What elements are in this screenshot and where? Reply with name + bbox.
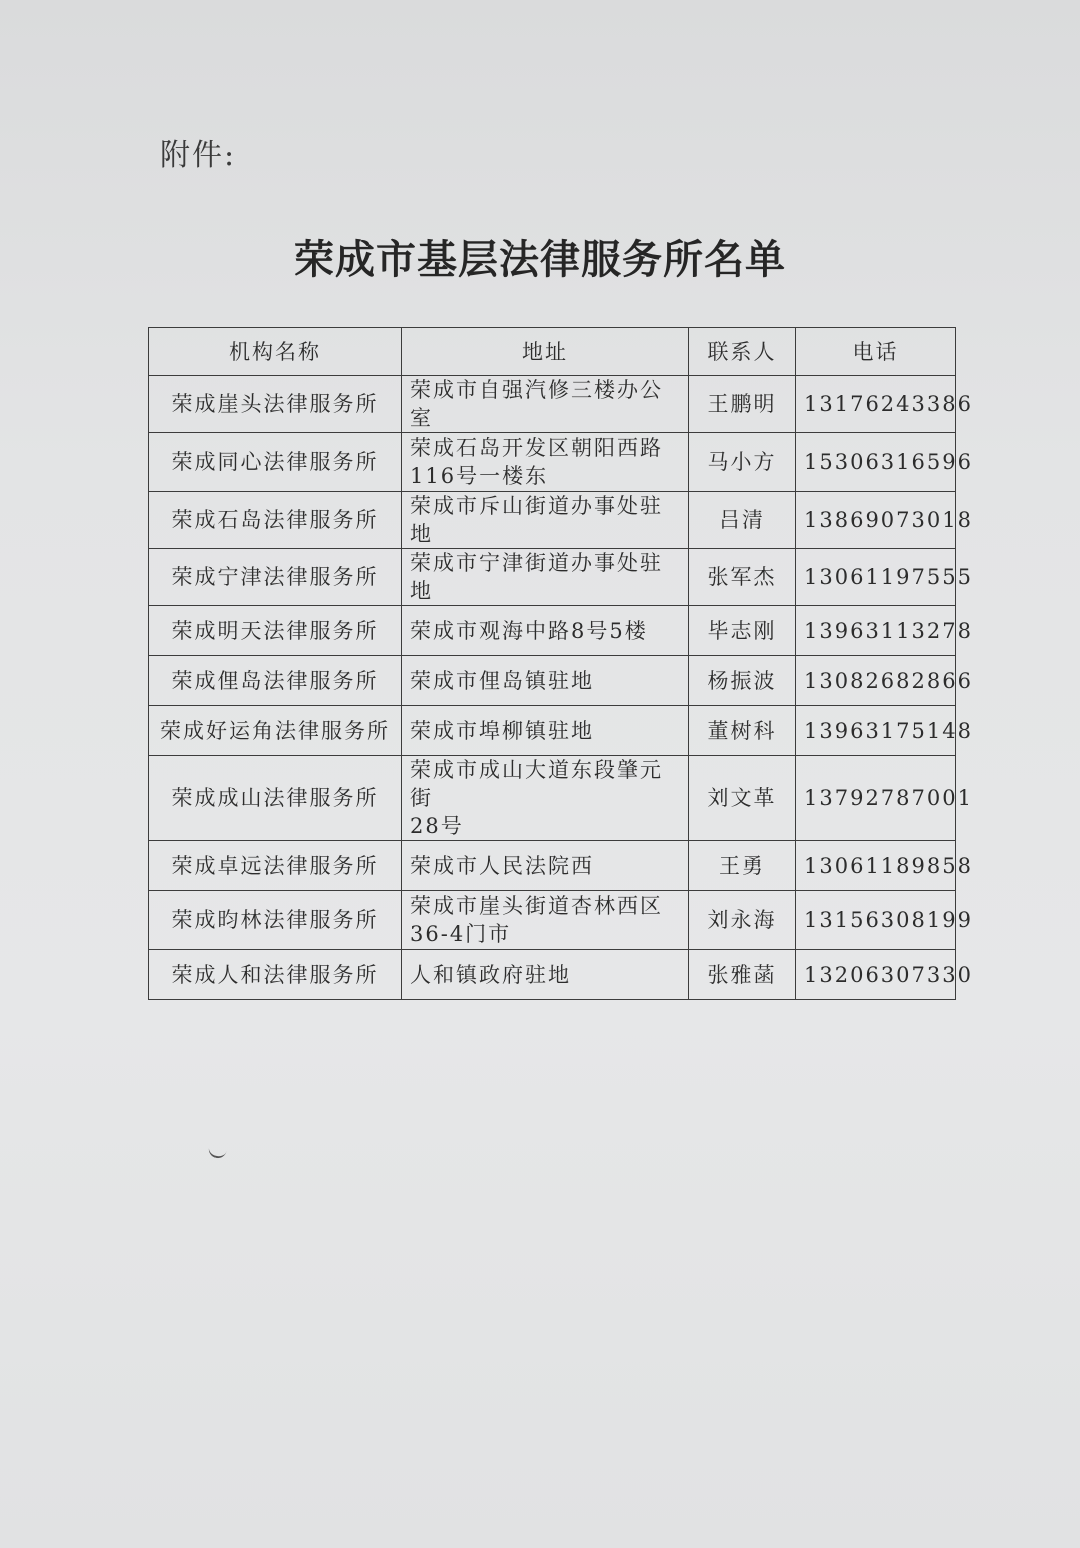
address-line: 荣成市俚岛镇驻地 — [410, 668, 594, 693]
cell-address — [402, 606, 689, 656]
cell-org-name: 荣成人和法律服务所 — [149, 950, 402, 1000]
address-line: 荣成市自强汽修三楼办公室 — [410, 378, 663, 430]
cell-phone: 15306316596 — [796, 433, 956, 492]
cell-org-name: 荣成成山法律服务所 — [149, 756, 402, 841]
cell-address — [402, 433, 689, 492]
cell-contact: 王勇 — [689, 841, 796, 891]
address-line: 荣成市宁津街道办事处驻地 — [410, 551, 663, 603]
cell-org-name: 荣成昀林法律服务所 — [149, 891, 402, 950]
header-org-name: 机构名称 — [149, 328, 402, 376]
cell-address — [402, 756, 689, 841]
address-line: 荣成市观海中路8号5楼 — [410, 618, 648, 643]
table-row — [149, 656, 956, 706]
cell-org-name: 荣成明天法律服务所 — [149, 606, 402, 656]
cell-contact: 张军杰 — [689, 549, 796, 606]
cell-address — [402, 841, 689, 891]
cell-address — [402, 656, 689, 706]
cell-contact: 张雅菡 — [689, 950, 796, 1000]
table-row — [149, 706, 956, 756]
address-line: 人和镇政府驻地 — [410, 962, 571, 987]
cell-org-name: 荣成崖头法律服务所 — [149, 376, 402, 433]
table-row — [149, 376, 956, 433]
cell-address — [402, 492, 689, 549]
table-row — [149, 606, 956, 656]
cell-contact: 杨振波 — [689, 656, 796, 706]
table-row — [149, 841, 956, 891]
header-phone: 电话 — [796, 328, 956, 376]
header-contact: 联系人 — [689, 328, 796, 376]
cell-contact: 王鹏明 — [689, 376, 796, 433]
cell-phone: 13082682866 — [796, 656, 956, 706]
cell-address — [402, 950, 689, 1000]
cell-org-name: 荣成好运角法律服务所 — [149, 706, 402, 756]
cell-phone: 13156308199 — [796, 891, 956, 950]
cell-phone: 13206307330 — [796, 950, 956, 1000]
cell-contact: 马小方 — [689, 433, 796, 492]
cell-phone: 13792787001 — [796, 756, 956, 841]
document-title: 荣成市基层法律服务所名单 — [294, 236, 786, 283]
table-row — [149, 756, 956, 841]
cell-address — [402, 376, 689, 433]
address-line: 荣成市成山大道东段肇元街 — [410, 758, 663, 810]
cell-phone: 13061197555 — [796, 549, 956, 606]
cell-contact: 刘文革 — [689, 756, 796, 841]
cell-org-name: 荣成同心法律服务所 — [149, 433, 402, 492]
cell-address — [402, 706, 689, 756]
stray-pen-mark — [207, 1146, 227, 1160]
cell-contact: 吕清 — [689, 492, 796, 549]
cell-phone: 13963113278 — [796, 606, 956, 656]
table-body — [149, 376, 973, 1000]
cell-org-name: 荣成俚岛法律服务所 — [149, 656, 402, 706]
header-address: 地址 — [402, 328, 689, 376]
cell-phone: 13061189858 — [796, 841, 956, 891]
cell-contact: 毕志刚 — [689, 606, 796, 656]
address-line: 荣成市崖头街道杏林西区 — [410, 894, 663, 918]
address-line: 28号 — [410, 814, 464, 838]
cell-org-name: 荣成宁津法律服务所 — [149, 549, 402, 606]
address-line: 36-4门市 — [410, 922, 512, 946]
table-row — [149, 433, 956, 492]
cell-phone: 13176243386 — [796, 376, 956, 433]
address-line: 荣成石岛开发区朝阳西路 — [410, 436, 663, 460]
address-line: 116号一楼东 — [410, 464, 549, 488]
cell-org-name: 荣成石岛法律服务所 — [149, 492, 402, 549]
table-row — [149, 492, 956, 549]
address-line: 荣成市埠柳镇驻地 — [410, 718, 594, 743]
table-row — [149, 891, 956, 950]
legal-services-table — [148, 327, 973, 1000]
attachment-label: 附件: — [160, 138, 237, 173]
cell-phone: 13963175148 — [796, 706, 956, 756]
table-row — [149, 549, 956, 606]
cell-address — [402, 891, 689, 950]
cell-contact: 董树科 — [689, 706, 796, 756]
cell-contact: 刘永海 — [689, 891, 796, 950]
cell-phone: 13869073018 — [796, 492, 956, 549]
table-row — [149, 950, 956, 1000]
table-header-row — [149, 328, 956, 376]
address-line: 荣成市斥山街道办事处驻地 — [410, 494, 663, 546]
cell-org-name: 荣成卓远法律服务所 — [149, 841, 402, 891]
cell-address — [402, 549, 689, 606]
address-line: 荣成市人民法院西 — [410, 853, 594, 878]
